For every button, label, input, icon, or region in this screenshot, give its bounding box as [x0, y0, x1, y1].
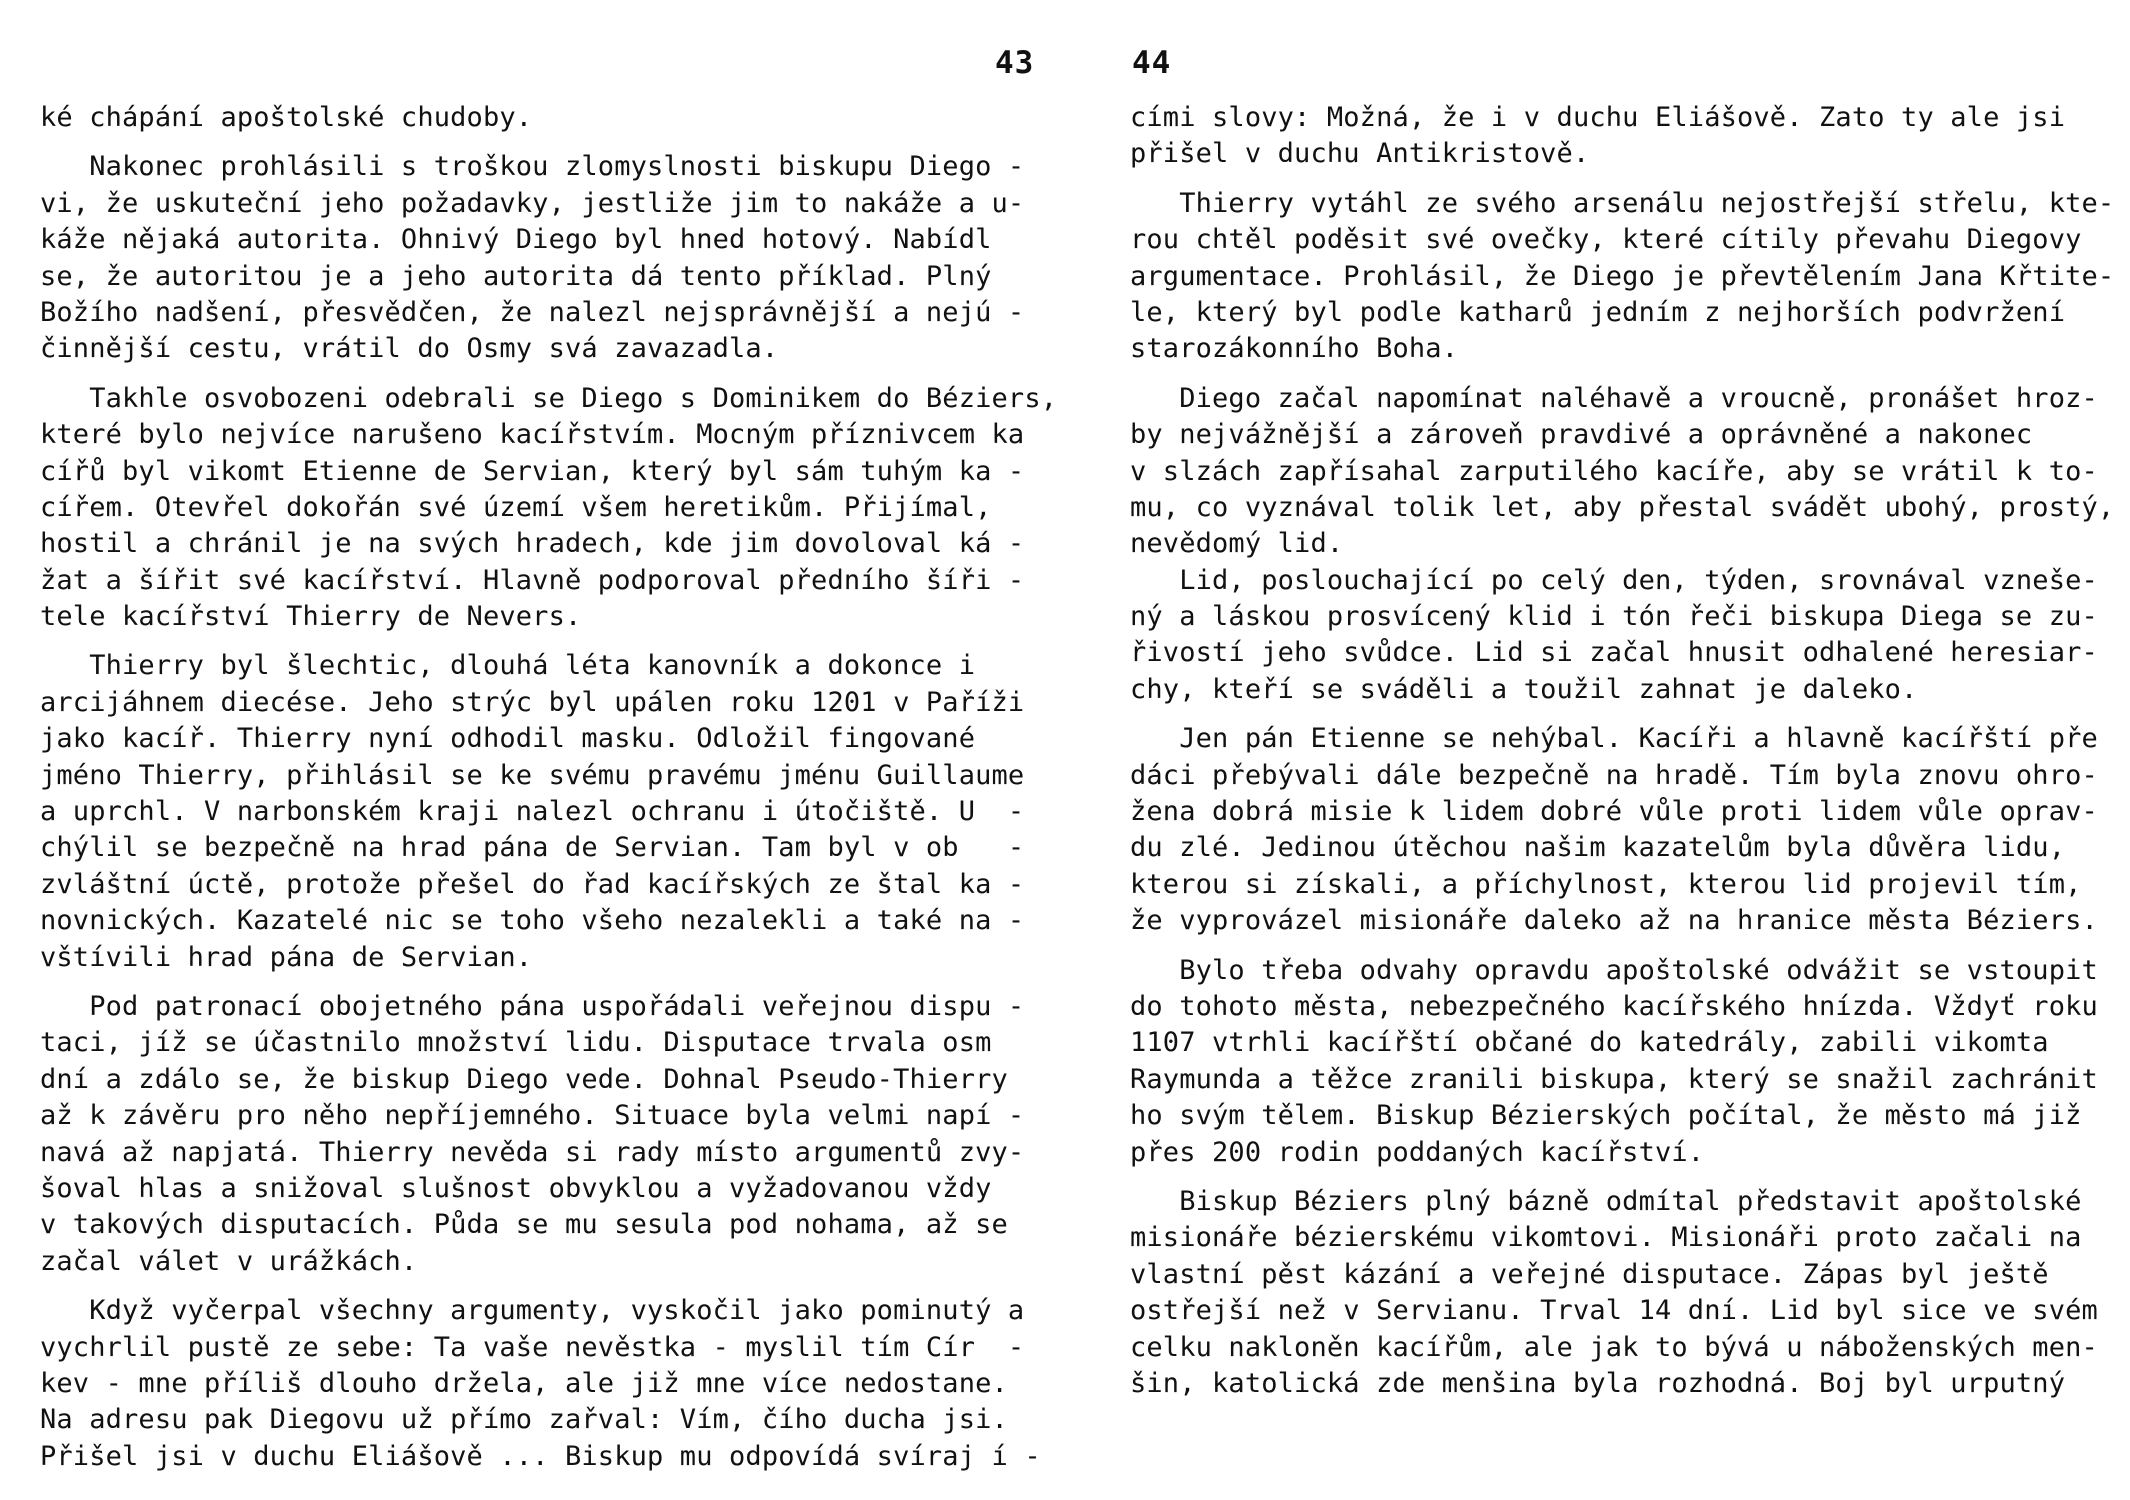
text-line: vi, že uskuteční jeho požadavky, jestliže jim to nakáže a u- — [40, 187, 1025, 219]
text-line: až k závěru pro něho nepříjemného. Situace byla velmi napí - — [40, 1100, 1025, 1132]
paragraph — [40, 100, 1050, 136]
text-line: kev - mne příliš dlouho držela, ale již mne více nedostane. — [40, 1367, 1008, 1399]
text-line: Raymunda a těžce zranili biskupa, který se snažil zachránit — [1130, 1063, 2098, 1095]
paragraph-gap — [1130, 173, 2090, 186]
text-line: argumentace. Prohlásil, že Diego je převtělením Jana Křtite- — [1130, 260, 2115, 292]
paragraph — [1130, 186, 2115, 368]
text-line: nevědomý lid. — [1130, 528, 1344, 560]
paragraph — [40, 149, 1050, 367]
text-line: rou chtěl poděsit své ovečky, které cítily převahu Diegovy — [1130, 224, 2082, 256]
page-text — [40, 100, 1058, 1475]
paragraph — [1130, 1184, 2098, 1402]
text-line: jméno Thierry, přihlásil se ke svému pravému jménu Guillaume — [40, 759, 1025, 791]
text-line: Bylo třeba odvahy opravdu apoštolské odvážit se vstoupit — [1130, 954, 2098, 986]
paragraph-gap — [1130, 368, 2090, 381]
text-line: novnických. Kazatelé nic se toho všeho nezalekli a také na - — [40, 905, 1025, 937]
text-line: hostil a chránil je na svých hradech, kde jim dovoloval ká - — [40, 528, 1025, 560]
paragraph-gap — [40, 635, 1050, 648]
text-line: chy, kteří se sváděli a toužil zahnat je daleko. — [1130, 673, 1918, 705]
text-line: a uprchl. V narbonském kraji nalezl ochranu i útočiště. U - — [40, 796, 1025, 828]
text-line: misionáře bézierskému vikomtovi. Misionáři proto začali na — [1130, 1222, 2082, 1254]
text-line: začal válet v urážkách. — [40, 1245, 418, 1277]
text-line: 1107 vtrhli kacířští občané do katedrály, zabili vikomta — [1130, 1027, 2049, 1059]
paragraph — [1130, 381, 2115, 709]
text-line: navá až napjatá. Thierry nevěda si rady místo argumentů zvy- — [40, 1136, 1025, 1168]
text-line: které bylo nejvíce narušeno kacířstvím. Mocným příznivcem ka — [40, 419, 1025, 451]
text-line: činnější cestu, vrátil do Osmy svá zavazadla. — [40, 333, 779, 365]
paragraph — [40, 989, 1050, 1280]
text-line: arcijáhnem diecése. Jeho strýc byl upálen roku 1201 v Paříži — [40, 686, 1025, 718]
text-line: by nejvážnější a zároveň pravdivé a oprávněné a nakonec — [1130, 419, 2033, 451]
text-line: ho svým tělem. Biskup Bézierských počítal, že město má již — [1130, 1100, 2082, 1132]
text-line: kterou si získali, a příchylnost, kterou lid projevil tím, — [1130, 868, 2082, 900]
text-line: vštívili hrad pána de Servian. — [40, 941, 533, 973]
text-line: se, že autoritou je a jeho autorita dá tento příklad. Plný — [40, 260, 992, 292]
text-line: vlastní pěst kázání a veřejné disputace. Zápas byl ještě — [1130, 1258, 2049, 1290]
text-line: Nakonec prohlásili s troškou zlomyslnosti biskupu Diego - — [40, 151, 1025, 183]
paragraph — [40, 648, 1050, 976]
text-line: že vyprovázel misionáře daleko až na hranice města Béziers. — [1130, 905, 2098, 937]
text-line: Takhle osvobozeni odebrali se Diego s Dominikem do Béziers, — [40, 382, 1058, 414]
text-line: Jen pán Etienne se nehýbal. Kacíři a hlavně kacířští pře — [1130, 723, 2098, 755]
text-line: chýlil se bezpečně na hrad pána de Servian. Tam byl v ob - — [40, 832, 1025, 864]
text-line: Diego začal napomínat naléhavě a vroucně, pronášet hroz- — [1130, 382, 2098, 414]
text-line: Na adresu pak Diegovu už přímo zařval: Vím, čího ducha jsi. — [40, 1404, 1008, 1436]
text-line: starozákonního Boha. — [1130, 333, 1459, 365]
text-line: Když vyčerpal všechny argumenty, vyskočil jako pominutý a — [40, 1295, 1025, 1327]
text-line: ostřejší než v Servianu. Trval 14 dní. Lid byl sice ve svém — [1130, 1295, 2098, 1327]
text-line: dáci přebývali dále bezpečně na hradě. Tím byla znovu ohro- — [1130, 759, 2098, 791]
text-line: v takových disputacích. Půda se mu sesula pod nohama, až se — [40, 1209, 1008, 1241]
text-line: šin, katolická zde menšina byla rozhodná. Boj byl urputný — [1130, 1367, 2066, 1399]
paragraph — [1130, 100, 2090, 173]
page-text — [1130, 100, 2115, 1402]
text-line: Božího nadšení, přesvědčen, že nalezl nejsprávnější a nejú - — [40, 296, 1025, 328]
text-line: le, který byl podle katharů jedním z nejhorších podvržení — [1130, 296, 2066, 328]
text-line: Lid, poslouchající po celý den, týden, srovnával vznešе- — [1130, 564, 2098, 596]
text-line: jako kacíř. Thierry nyní odhodil masku. Odložil fingované — [40, 723, 976, 755]
paragraph — [1130, 953, 2098, 1171]
text-line: káže nějaká autorita. Ohnivý Diego byl hned hotový. Nabídl — [40, 224, 992, 256]
text-line: Thierry vytáhl ze svého arsenálu nejostřejší střelu, kte- — [1130, 187, 2115, 219]
text-line: zvláštní úctě, protože přešel do řad kacířských ze štal ka - — [40, 868, 1025, 900]
text-line: cířem. Otevřel dokořán své území všem heretikům. Přijímal, — [40, 491, 992, 523]
paragraph — [1130, 721, 2098, 939]
paragraph-gap — [40, 1280, 1050, 1293]
text-line: taci, jíž se účastnilo množství lidu. Disputace trvala osm — [40, 1027, 992, 1059]
text-line: žat a šířit své kacířství. Hlavně podporoval předního šíři - — [40, 564, 1025, 596]
text-line: v slzách zapřísahal zarputilého kacíře, aby se vrátil k to- — [1130, 455, 2098, 487]
paragraph-gap — [1130, 940, 2090, 953]
text-line: Biskup Béziers plný bázně odmítal představit apoštolské — [1130, 1185, 2082, 1217]
paragraph-gap — [40, 368, 1050, 381]
text-line: du zlé. Jedinou útěchou našim kazatelům byla důvěra lidu, — [1130, 832, 2066, 864]
text-line: ný a láskou prosvícený klid i tón řeči biskupa Diega se zu- — [1130, 601, 2098, 633]
paragraph — [40, 381, 1058, 636]
paragraph-gap — [1130, 708, 2090, 721]
page-number: 44 — [1132, 45, 1172, 81]
page-number: 43 — [995, 45, 1035, 81]
text-line: dní a zdálo se, že biskup Diego vede. Dohnal Pseudo-Thierry — [40, 1063, 1008, 1095]
text-line: Přišel jsi v duchu Eliášově ... Biskup mu odpovídá svíraj í - — [40, 1440, 1041, 1472]
text-line: řivostí jeho svůdce. Lid si začal hnusit odhalené heresiar- — [1130, 637, 2098, 669]
paragraph-gap — [1130, 1171, 2090, 1184]
text-line: přes 200 rodin poddaných kacířství. — [1130, 1136, 1705, 1168]
text-line: žena dobrá misie k lidem dobré vůle proti lidem vůle oprav- — [1130, 796, 2098, 828]
text-line: vychrlil pustě ze sebe: Ta vaše nevěstka - myslil tím Cír - — [40, 1331, 1025, 1363]
paragraph-gap — [40, 136, 1050, 149]
text-line: cími slovy: Možná, že i v duchu Eliášově. Zato ty ale jsi — [1130, 102, 2066, 133]
text-line: celku nakloněn kacířům, ale jak to bývá u náboženských men- — [1130, 1331, 2098, 1363]
text-line: cířů byl vikomt Etienne de Servian, který byl sám tuhým ka - — [40, 455, 1025, 487]
text-line: ké chápání apoštolské chudoby. — [40, 102, 533, 133]
paragraph-gap — [40, 976, 1050, 989]
text-line: Thierry byl šlechtic, dlouhá léta kanovník a dokonce i — [40, 650, 976, 682]
text-line: šoval hlas a snižoval slušnost obvyklou a vyžadovanou vždy — [40, 1172, 992, 1204]
paragraph — [40, 1293, 1050, 1475]
text-line: přišel v duchu Antikristově. — [1130, 138, 1590, 170]
text-line: mu, co vyznával tolik let, aby přestal svádět ubohý, prostý, — [1130, 491, 2115, 523]
text-line: tele kacířství Thierry de Nevers. — [40, 601, 582, 633]
text-line: Pod patronací obojetného pána uspořádali veřejnou dispu - — [40, 990, 1025, 1022]
text-line: do tohoto města, nebezpečného kacířského hnízda. Vždyť roku — [1130, 990, 2098, 1022]
